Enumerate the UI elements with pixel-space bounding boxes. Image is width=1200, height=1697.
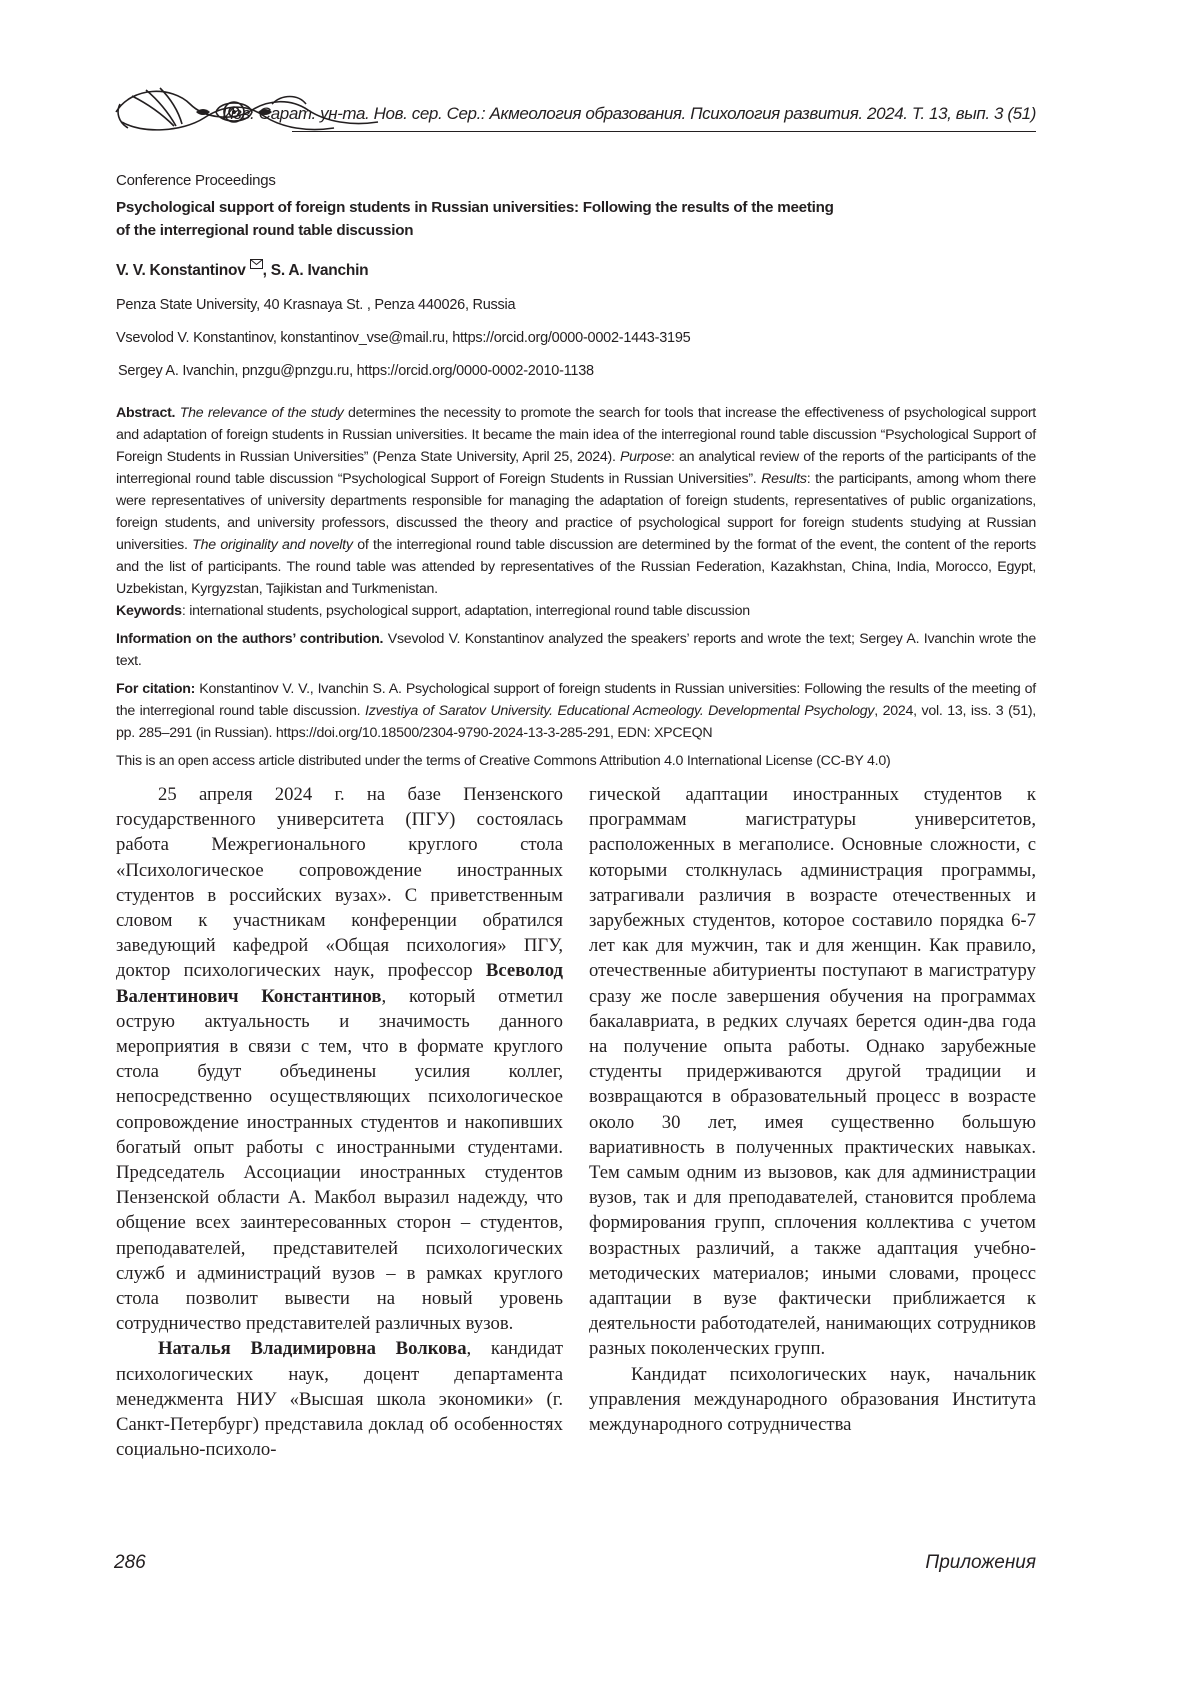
article-title — [116, 196, 1036, 242]
contribution-text: Vsevolod V. Konstantinov analyzed the speakers’ reports and wrote the text; Sergey A. Ivanchin wrote the text. — [116, 631, 1036, 669]
running-header — [112, 76, 1036, 140]
right-column — [589, 782, 1036, 1437]
contribution-label: Information on the authors’ contribution. — [116, 631, 383, 647]
body-paragraph-2 — [116, 1336, 563, 1462]
keywords — [116, 600, 1036, 622]
abstract-text-1: determines the necessity to promote the search for tools that increase the effectiveness of psychological support and adaptation of foreign students in Russian universities. It became the main idea of the interregional round table discussion “Psychological Support of Foreign Students in Russian Universities” (Penza State University, April 25, 2024). — [116, 405, 1036, 465]
body-paragraph-1 — [116, 782, 563, 1336]
citation-text-2: , 2024, vol. 13, iss. 3 (51), pp. 285–291 (in Russian). https://doi.org/10.18500/2304-9790-2024-13-3-285-291, EDN: XPCEQN — [116, 703, 1036, 741]
speaker-name-konstantinov: Всеволод Валентинович Константинов — [116, 960, 563, 1006]
envelope-icon — [250, 258, 263, 272]
authors-contribution — [116, 628, 1036, 672]
citation — [116, 678, 1036, 744]
author-2: S. A. Ivanchin — [271, 262, 369, 279]
citation-text-1: Konstantinov V. V., Ivanchin S. A. Psychological support of foreign students in Russian universities: Following the results of the meeting of the interregional round table discussion. — [116, 681, 1036, 719]
body-p1-text-a: 25 апреля 2024 г. на базе Пензенского государственного университета (ПГУ) состоялась работа Межрегионального круглого стола «Психологическое сопровождение иностранных студентов в российских вузах». С приветственным словом к участникам конференции обратился заведующий кафедрой «Общая психология» ПГУ, доктор психологических наук, профессор — [116, 784, 563, 981]
body-p1-text-b: , который отметил острую актуальность и значимость данного мероприятия в связи с тем, что в формате круглого стола будут объединены усилия коллег, непосредственно осуществляющих психологическое сопровождение иностранных студентов и накопивших богатый опыт работы с иностранными студентами. Председатель Ассоциации иностранных студентов Пензенской области А. Макбол выразил надежду, что общение всех заинтересованных сторон – студентов, преподавателей, представителей психологических служб и администраций вузов – в рамках круглого стола позволит вывести на новый уровень сотрудничество представителей различных вузов. — [116, 986, 563, 1335]
section-footer: Приложения — [925, 1552, 1036, 1574]
affiliation: Penza State University, 40 Krasnaya St. , Penza 440026, Russia — [116, 294, 1036, 316]
license-note: This is an open access article distributed under the terms of Creative Commons Attribution 4.0 International License (CC-BY 4.0) — [116, 750, 1036, 772]
abstract-purpose-label: Purpose — [620, 449, 671, 465]
keywords-label: Keywords — [116, 603, 182, 619]
abstract-relevance-label: The relevance of the study — [180, 405, 344, 421]
left-column — [116, 782, 563, 1462]
body-p2-text: , кандидат психологических наук, доцент департамента менеджмента НИУ «Высшая школа экономики» (г. Санкт-Петербург) представила доклад об особенностях социально-психоло- — [116, 1338, 563, 1460]
body-paragraph-3: Кандидат психологических наук, начальник управления международного образования Института международного сотрудничества — [589, 1362, 1036, 1438]
abstract-text-2: : an analytical review of the reports of the participants of the interregional round table discussion “Psychological Support of Foreign Students in Russian Universities”. — [116, 449, 1036, 487]
body-text — [116, 782, 1036, 1540]
page-number: 286 — [114, 1552, 146, 1574]
citation-label: For citation: — [116, 681, 195, 697]
abstract-originality-label: The originality and novelty — [192, 537, 353, 553]
article-title-line-1: Psychological support of foreign students in Russian universities: Following the results of the meeting — [116, 196, 1036, 219]
abstract-label: Abstract. — [116, 405, 175, 421]
running-title: Изв. Сарат. ун-та. Нов. сер. Сер.: Акмеология образования. Психология развития. 2024. Т. 13, вып. 3 (51) — [222, 104, 1036, 124]
author-1: V. V. Konstantinov — [116, 262, 246, 279]
abstract-text-3: : the participants, among whom there were representatives of university departments responsible for managing the adaptation of foreign students, representatives of public organizations, foreign students, and university professors, discussed the theory and practice of psychological support for foreign students studying at Russian universities. — [116, 471, 1036, 553]
citation-journal: Izvestiya of Saratov University. Educational Acmeology. Developmental Psychology — [365, 703, 874, 719]
header-rule — [292, 131, 1036, 132]
abstract — [116, 402, 1036, 600]
speaker-name-volkova: Наталья Владимировна Волкова — [158, 1338, 467, 1359]
abstract-results-label: Results — [761, 471, 807, 487]
body-paragraph-2-continued: гической адаптации иностранных студентов к программам магистратуры университетов, расположенных в мегаполисе. Основные сложности, с которыми столкнулась администрация программы, затрагивали различия в возрасте отечественных и зарубежных студентов, которое составило порядка 6-7 лет как для мужчин, так и для женщин. Как правило, отечественные абитуриенты поступают в магистратуру сразу же после завершения обучения на программах бакалавриата, в редких случаях берется один-два года на получение опыта работы. Однако зарубежные студенты придерживаются другой традиции и возвращаются в образовательный процесс в возрасте около 30 лет, имея существенно большую вариативность в полученных практических навыках. Тем самым одним из вызовов, как для администрации вузов, так и для преподавателей, становится проблема формирования групп, сплочения коллектива с учетом возрастных различий, а также адаптация учебно-методических материалов; иными словами, процесс адаптации в вузе фактически приближается к деятельности работодателей, нанимающих сотрудников разных поколенческих групп. — [589, 782, 1036, 1362]
keywords-text: : international students, psychological support, adaptation, interregional round table discussion — [182, 603, 750, 619]
author-separator: , — [263, 262, 271, 279]
front-matter — [116, 170, 1036, 772]
authors — [116, 254, 1036, 282]
abstract-text-4: of the interregional round table discussion are determined by the format of the event, the content of the reports and the list of participants. The round table was attended by representatives of the Russian Federation, Kazakhstan, China, India, Morocco, Egypt, Uzbekistan, Kyrgyzstan, Tajikistan and Turkmenistan. — [116, 537, 1036, 597]
author-2-info: Sergey A. Ivanchin, pnzgu@pnzgu.ru, https://orcid.org/0000-0002-2010-1138 — [116, 360, 1036, 382]
journal-page — [0, 0, 1200, 1697]
author-1-info: Vsevolod V. Konstantinov, konstantinov_vse@mail.ru, https://orcid.org/0000-0002-1443-3195 — [116, 327, 1036, 349]
section-label: Conference Proceedings — [116, 170, 1036, 192]
article-title-line-2: of the interregional round table discussion — [116, 219, 1036, 242]
